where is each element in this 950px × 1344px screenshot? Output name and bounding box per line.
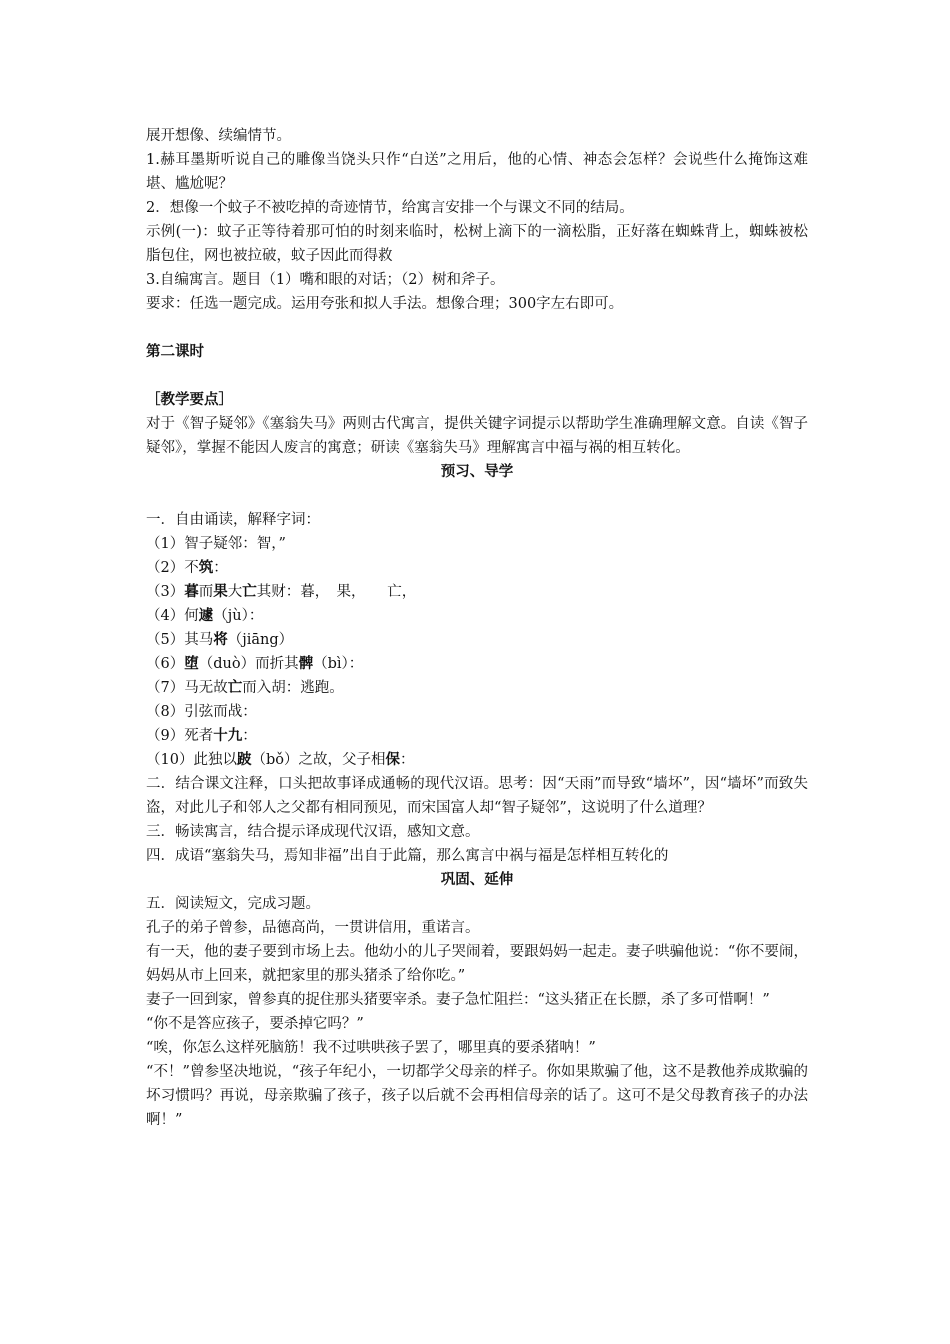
word-item-text: （bǒ）之故，父子相	[251, 752, 386, 768]
word-item-9	[146, 724, 808, 748]
story-paragraph: 孔子的弟子曾参，品德高尚，一贯讲信用，重诺言。	[146, 920, 480, 936]
intro-item-3: 3.自编寓言。题目（1）嘴和眼的对话；（2）树和斧子。	[146, 272, 505, 288]
word-item-6	[146, 652, 808, 676]
word-item-text: （8）引弦而战：	[146, 704, 257, 720]
document-page	[146, 124, 808, 1132]
story-paragraph: 妻子一回到家，曾参真的捉住那头猪要宰杀。妻子急忙阻拦：“这头猪正在长膘，杀了多可惜啊！”	[146, 992, 770, 1008]
word-item-text: 而	[198, 584, 214, 600]
word-item-text: （7）马无故	[146, 680, 228, 696]
word-item-text: （2）不	[146, 560, 199, 576]
key-points-text: 对于《智子疑邻》《塞翁失马》两则古代寓言，提供关键字词提示以帮助学生准确理解文意。自读《智子疑邻》，掌握不能因人废言的寓意；研读《塞翁失马》理解寓言中福与祸的相互转化。	[146, 416, 808, 456]
question-2: 二．结合课文注释，口头把故事译成通畅的现代汉语。思考：因“天雨”而导致“墙坏”，因“墙坏”而致失盗，对此儿子和邻人之父都有相同预见，而宋国富人却“智子疑邻”，这说明了什么道理？	[146, 776, 808, 816]
word-item-text: 其财：暮， 果， 亡，	[256, 584, 417, 600]
keyword: 十九	[213, 727, 243, 744]
question-3: 三．畅读寓言，结合提示译成现代汉语，感知文意。	[146, 824, 480, 840]
intro-requirement: 要求：任选一题完成。运用夸张和拟人手法。想像合理；300字左右即可。	[146, 296, 624, 312]
lesson-title: 第二课时	[146, 343, 204, 360]
keyword: 髀	[298, 655, 314, 672]
keyword: 果	[213, 583, 228, 600]
word-item-text: （9）死者	[146, 728, 214, 744]
word-item-text: 而入胡：逃跑。	[242, 680, 344, 696]
word-item-text: （4）何	[146, 608, 199, 624]
word-item-2	[146, 556, 808, 580]
word-item-text: （bì）：	[313, 656, 364, 672]
word-item-5	[146, 628, 808, 652]
key-points-heading: ［教学要点］	[146, 391, 233, 408]
word-item-text: （3）	[146, 584, 185, 600]
word-item-text: （jiāng）	[227, 632, 294, 648]
keyword: 遽	[198, 607, 214, 624]
word-item-text: ：	[399, 752, 415, 768]
word-item-3	[146, 580, 808, 604]
question-4: 四．成语“塞翁失马，焉知非福”出自于此篇，那么寓言中祸与福是怎样相互转化的	[146, 848, 669, 864]
keyword: 亡	[227, 679, 243, 696]
story-paragraph: 有一天，他的妻子要到市场上去。他幼小的儿子哭闹着，要跟妈妈一起走。妻子哄骗他说：“你不要闹，妈妈从市上回来，就把家里的那头猪杀了给你吃。”	[146, 944, 808, 984]
intro-item-1: 1.赫耳墨斯听说自己的雕像当饶头只作“白送”之用后，他的心情、神态会怎样？会说些什么掩饰这难堪、尴尬呢？	[146, 152, 808, 192]
word-item-text: （1）智子疑邻：智，”	[146, 536, 286, 552]
word-item-1	[146, 532, 808, 556]
question-5: 五．阅读短文，完成习题。	[146, 896, 320, 912]
keyword: 堕	[184, 655, 199, 672]
word-item-text: （5）其马	[146, 632, 214, 648]
word-item-text: （10）此独以	[146, 752, 237, 768]
word-item-text: （duò）而折其	[198, 656, 299, 672]
question-1-title: 一．自由诵读，解释字词：	[146, 512, 320, 528]
story-paragraph: “不！”曾参坚决地说，“孩子年纪小，一切都学父母亲的样子。你如果欺骗了他，这不是教他养成欺骗的坏习惯吗？再说，母亲欺骗了孩子，孩子以后就不会再相信母亲的话了。这可不是父母教育孩子的办法啊！”	[146, 1064, 808, 1128]
keyword: 亡	[242, 583, 257, 600]
word-item-text: ：	[213, 560, 228, 576]
word-item-text: （jù）：	[213, 608, 264, 624]
keyword: 跛	[236, 751, 252, 768]
word-item-text: 大	[227, 584, 243, 600]
word-item-text: ：	[242, 728, 257, 744]
intro-example: 示例(一)：蚊子正等待着那可怕的时刻来临时，松树上滴下的一滴松脂，正好落在蜘蛛背上，蜘蛛被松脂包住，网也被拉破，蚊子因此而得救	[146, 224, 808, 264]
word-item-4	[146, 604, 808, 628]
consolidate-heading: 巩固、延伸	[440, 871, 514, 888]
word-item-text: （6）	[146, 656, 185, 672]
keyword: 将	[213, 631, 228, 648]
story-paragraph: “唉，你怎么这样死脑筋！我不过哄哄孩子罢了，哪里真的要杀猪呐！”	[146, 1040, 596, 1056]
intro-line: 展开想像、续编情节。	[146, 128, 291, 144]
intro-item-2: 2．想像一个蚊子不被吃掉的奇迹情节，给寓言安排一个与课文不同的结局。	[146, 200, 634, 216]
word-item-7	[146, 676, 808, 700]
word-item-8	[146, 700, 808, 724]
keyword: 保	[385, 751, 400, 768]
word-item-10	[146, 748, 808, 772]
story-paragraph: “你不是答应孩子，要杀掉它吗？”	[146, 1016, 364, 1032]
keyword: 筑	[198, 559, 214, 576]
preview-heading: 预习、导学	[440, 463, 514, 480]
keyword: 暮	[184, 583, 199, 600]
